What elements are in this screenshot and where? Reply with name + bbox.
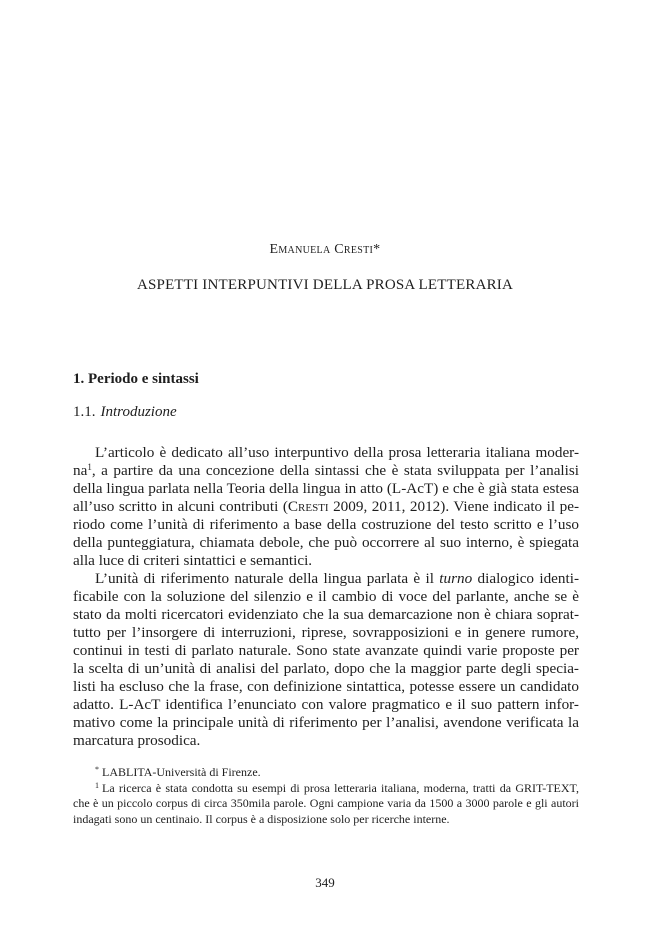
paragraph-1-text-a: L’articolo è dedicato all’uso interpuntivo della prosa letteraria italiana moder-na <box>73 444 579 479</box>
footnote-star <box>73 765 579 781</box>
footnote-star-mark: * <box>95 765 99 774</box>
article-author: Emanuela Cresti* <box>269 242 381 257</box>
section-heading: 1. Periodo e sintassi <box>73 371 199 387</box>
citation-author: Cresti <box>287 498 329 515</box>
subsection-title: Introduzione <box>100 404 177 420</box>
paragraph-2 <box>73 570 579 750</box>
subsection-number: 1.1. <box>73 404 96 420</box>
footnote-star-text: LABLITA-Università di Firenze. <box>102 765 261 779</box>
paragraph-2-text-a: L’unità di riferimento naturale della lingua parlata è il <box>95 570 440 587</box>
page-number: 349 <box>315 875 335 890</box>
body-text <box>73 444 579 750</box>
article-title: ASPETTI INTERPUNTIVI DELLA PROSA LETTERARIA <box>136 277 514 293</box>
subsection-heading <box>73 404 177 421</box>
paragraph-1-text-b: , a partire da una concezione della sintassi che è stata sviluppata per l’analisi della lingua parlata nella Teoria della lingua in atto (L-AcT) e che è già stata estesa all’uso scritto in alcuni contributi ( <box>73 462 579 515</box>
paragraph-1 <box>73 444 579 570</box>
paragraph-2-text-b: dialogico identi-ficabile con la soluzione del silenzio e il cambio di voce del parlante, anche se è stato da molti ricercatori evidenziato che la sua demarcazione non è chiara soprat-tutto per l’insorgere di interruzioni, riprese, sovrapposizioni e in genere rumore, continui in testi di parlato naturale. Sono state avanzate quindi varie proposte per la scelta di un’unità di analisi del parlato, dopo che la maggior parte degli specia-listi ha escluso che la frase, con definizione sintattica, potesse essere un candidato adatto. L-AcT identifica l’enunciato con valore pragmatico e il suo pattern infor-mativo come la principale unità di riferimento per l’analisi, avendone verificata la marcatura prosodica. <box>73 570 580 749</box>
footnotes <box>73 765 579 827</box>
footnote-1-text: La ricerca è stata condotta su esempi di prosa letteraria italiana, moderna, tratti da GRIT-TEXT, che è un piccolo corpus di circa 350mila parole. Ogni campione varia da 1500 a 3000 parole e gli autori indagati sono un centinaio. Il corpus è a disposizione solo per ricerche interne. <box>73 780 579 826</box>
footnote-1-mark: 1 <box>95 780 99 790</box>
paragraph-1-text-c: 2009, 2011, 2012). Viene indicato il pe-riodo come l’unità di riferimento a base della costruzione del testo scritto e l’uso della punteggiatura, chiamata debole, che può occorrere al suo interno, è spiegata alla luce di criteri sintattici e semantici. <box>73 498 579 569</box>
paragraph-2-italic-term: turno <box>439 570 473 587</box>
footnote-1 <box>73 781 579 828</box>
footnote-ref-1[interactable]: 1 <box>87 462 92 472</box>
